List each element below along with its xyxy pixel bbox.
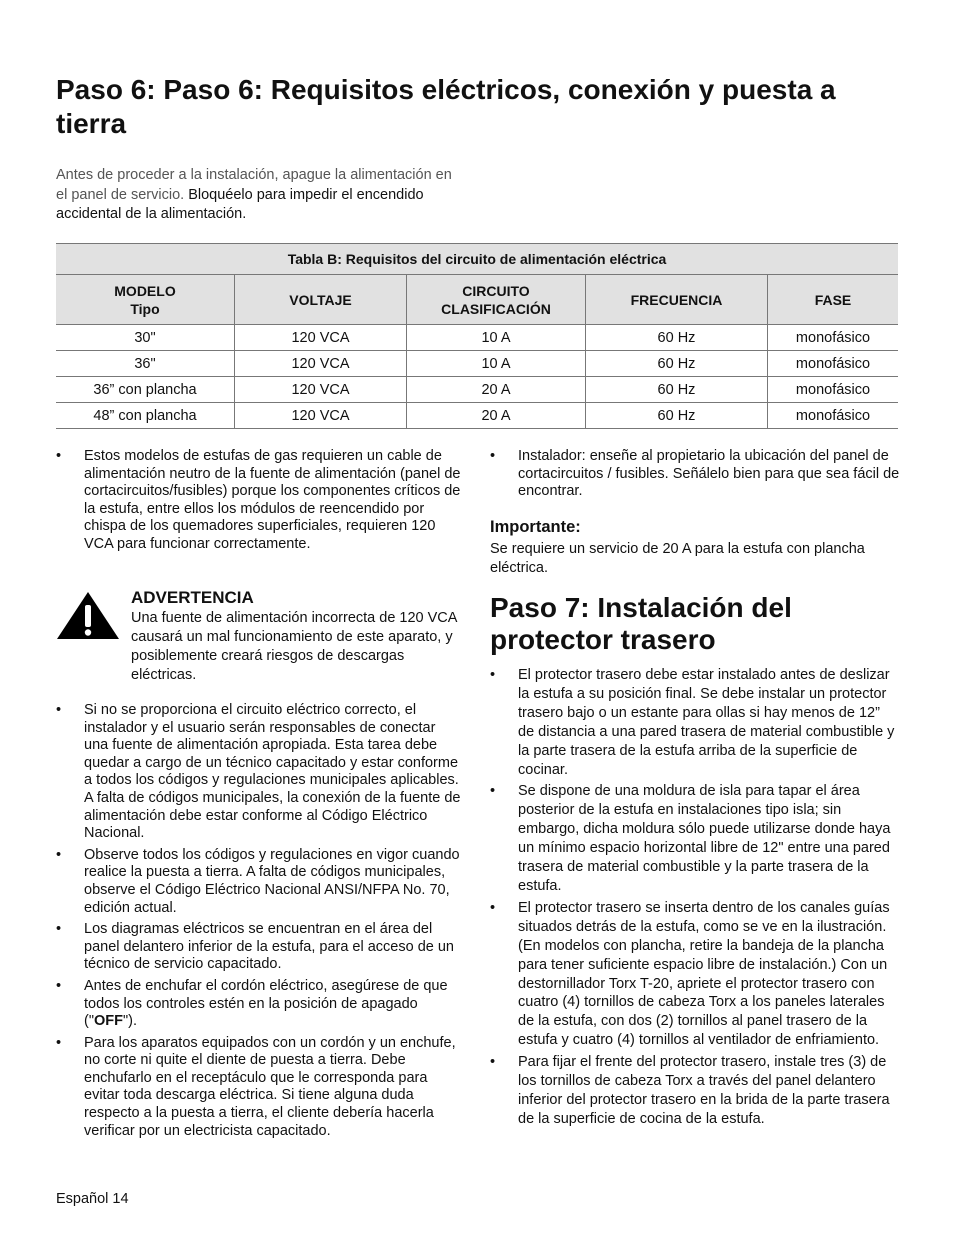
col-header-voltaje: VOLTAJE — [235, 275, 407, 325]
table-cell: 60 Hz — [586, 325, 768, 351]
table-cell: monofásico — [768, 351, 899, 377]
table-row — [56, 377, 898, 403]
right-column-top — [490, 448, 900, 505]
bullet-icon: • — [490, 899, 496, 916]
off-label: OFF — [93, 1013, 123, 1030]
table-cell: monofásico — [768, 377, 899, 403]
left-column-bottom — [56, 702, 462, 1144]
list-item: • Los diagramas eléctricos se encuentran en el área del panel delantero inferior de la estufa, para el acceso de un técnico de servicio capacitado. — [56, 921, 454, 973]
list-item: • Para los aparatos equipados con un cordón y un enchufe, no corte ni quite el diente de puesta a tierra. Debe enchufarlo en el receptáculo que le corresponda para evitar toda descarga eléctrica. Si tiene alguna duda respecto a la puesta a tierra, el cliente debería hacerla verificar por un electricista capacitado. — [56, 1034, 456, 1139]
list-item: • Estos modelos de estufas de gas requieren un cable de alimentación neutro de la fuente de alimentación (panel de cortacircuitos/fusibles) porque los componentes críticos de la estufa, entre ellos los módulos de reencendido por chispa de los quemadores superficiales, requieren 120 VCA para funcionar correctamente. — [56, 448, 461, 552]
table-cell: 36” con plancha — [56, 377, 235, 403]
table-cell: 30" — [56, 325, 235, 351]
bullet-icon: • — [56, 977, 62, 994]
table-cell: 36" — [56, 351, 235, 377]
list-item: • Instalador: enseñe al propietario la ubicación del panel de cortacircuitos / fusibles. Señálelo bien para que sea fácil de encontrar. — [490, 448, 900, 500]
warning-title: ADVERTENCIA — [131, 588, 254, 607]
page-footer: Español 14 — [56, 1191, 129, 1207]
col-header-frecuencia: FRECUENCIA — [586, 275, 768, 325]
bullet-icon: • — [490, 667, 496, 683]
warning-triangle-icon — [56, 590, 120, 640]
bullet-icon: • — [56, 702, 62, 718]
section-7-list — [490, 666, 900, 1132]
bullet-icon: • — [490, 783, 496, 800]
page-title: Paso 6: Paso 6: Requisitos eléctricos, conexión y puesta a tierra — [56, 74, 836, 139]
list-item: • Para fijar el frente del protector trasero, instale tres (3) de los tornillos de cabeza Torx a través del panel delantero inferior del protector trasero en la brida de la parte trasera de la superficie de cocina de la estufa. — [490, 1054, 890, 1127]
table-cell: 120 VCA — [235, 351, 407, 377]
table-cell: 10 A — [407, 325, 586, 351]
bullet-icon: • — [56, 846, 62, 863]
warning-text: Una fuente de alimentación incorrecta de 120 VCA causará un mal funcionamiento de este aparato, y posiblemente creará riesgos de descargas eléctricas. — [131, 610, 457, 683]
requirements-table — [56, 243, 898, 429]
table-cell: 48” con plancha — [56, 403, 235, 429]
important-heading: Importante: — [490, 518, 581, 536]
table-row — [56, 325, 898, 351]
list-item: • Antes de enchufar el cordón eléctrico, asegúrese de que todos los controles estén en la posición de apagado ("OFF"). — [56, 977, 448, 1030]
bullet-icon: • — [56, 921, 62, 938]
bullet-icon: • — [56, 1034, 62, 1051]
list-item: • Observe todos los códigos y regulaciones en vigor cuando realice la puesta a tierra. A falta de códigos municipales, observe el Código Eléctrico Nacional ANSI/NFPA No. 70, edición actual. — [56, 846, 460, 916]
table-cell: 60 Hz — [586, 377, 768, 403]
table-cell: 60 Hz — [586, 403, 768, 429]
intro-text: Bloquéelo para impedir el encendido accidental de la alimentación. — [56, 186, 424, 222]
intro-paragraph — [56, 166, 466, 225]
table-cell: 20 A — [407, 377, 586, 403]
bullet-icon: • — [56, 448, 62, 464]
table-cell: 120 VCA — [235, 403, 407, 429]
list-item: • El protector trasero se inserta dentro de los canales guías situados detrás de la estufa, como se ve en la ilustración. (En modelos con plancha, retire la bandeja de la plancha para tener suficiente espacio libre de instalación.) Con un destornillador Torx T-20, apriete el protector trasero con cuatro (4) tornillos de cabeza Torx a los paneles laterales de la estufa, con dos (2) tornillos al panel trasero de la estufa y cuatro (4) tornillos al ventilador de enfriamiento. — [490, 899, 890, 1049]
col-header-fase: FASE — [768, 275, 899, 325]
list-item: • Si no se proporciona el circuito eléctrico correcto, el instalador y el usuario serán responsables de conectar una fuente de alimentación apropiada. Esta tarea debe quedar a cargo de un técnico capacitado y estar conforme a todos los códigos y regulaciones municipales aplicables. A falta de códigos municipales, la conexión de la fuente de alimentación debe estar conforme al Código Eléctrico Nacional. — [56, 702, 461, 842]
table-cell: monofásico — [768, 325, 899, 351]
col-header-modelo: MODELO Tipo — [56, 275, 235, 325]
table-caption: Tabla B: Requisitos del circuito de alimentación eléctrica — [56, 244, 898, 275]
table-row — [56, 403, 898, 429]
left-column-top — [56, 448, 462, 558]
list-item: • El protector trasero debe estar instalado antes de deslizar la estufa a su posición final. Se debe instalar un protector trasero bajo o un estante para ollas si hay menos de 12” de distancia a una pared trasera de material combustible y la parte trasera de la estufa arriba de la superficie de cocinar. — [490, 667, 895, 778]
section-7-title: Paso 7: Instalación del protector trasero — [490, 592, 792, 655]
table-cell: 20 A — [407, 403, 586, 429]
table-cell: 120 VCA — [235, 377, 407, 403]
intro-muted-text: Antes de proceder a la instalación, apague la alimentación en el panel de servicio. — [56, 167, 452, 203]
col-header-circuito: CIRCUITO CLASIFICACIÓN — [407, 275, 586, 325]
table-cell: monofásico — [768, 403, 899, 429]
table-cell: 10 A — [407, 351, 586, 377]
bullet-icon: • — [490, 1054, 496, 1071]
table-cell: 60 Hz — [586, 351, 768, 377]
table-header-row — [56, 275, 898, 325]
table-cell: 120 VCA — [235, 325, 407, 351]
list-item: • Se dispone de una moldura de isla para tapar el área posterior de la estufa en instalaciones tipo isla; sin embargo, dicha moldura sólo puede utilizarse donde haya un mínimo espacio horizontal libre de 12" entre una pared trasera de material combustible y la parte trasera de la estufa. — [490, 783, 891, 894]
important-text: Se requiere un servicio de 20 A para la estufa con plancha eléctrica. — [490, 541, 865, 576]
table-row — [56, 351, 898, 377]
bullet-icon: • — [490, 448, 496, 464]
